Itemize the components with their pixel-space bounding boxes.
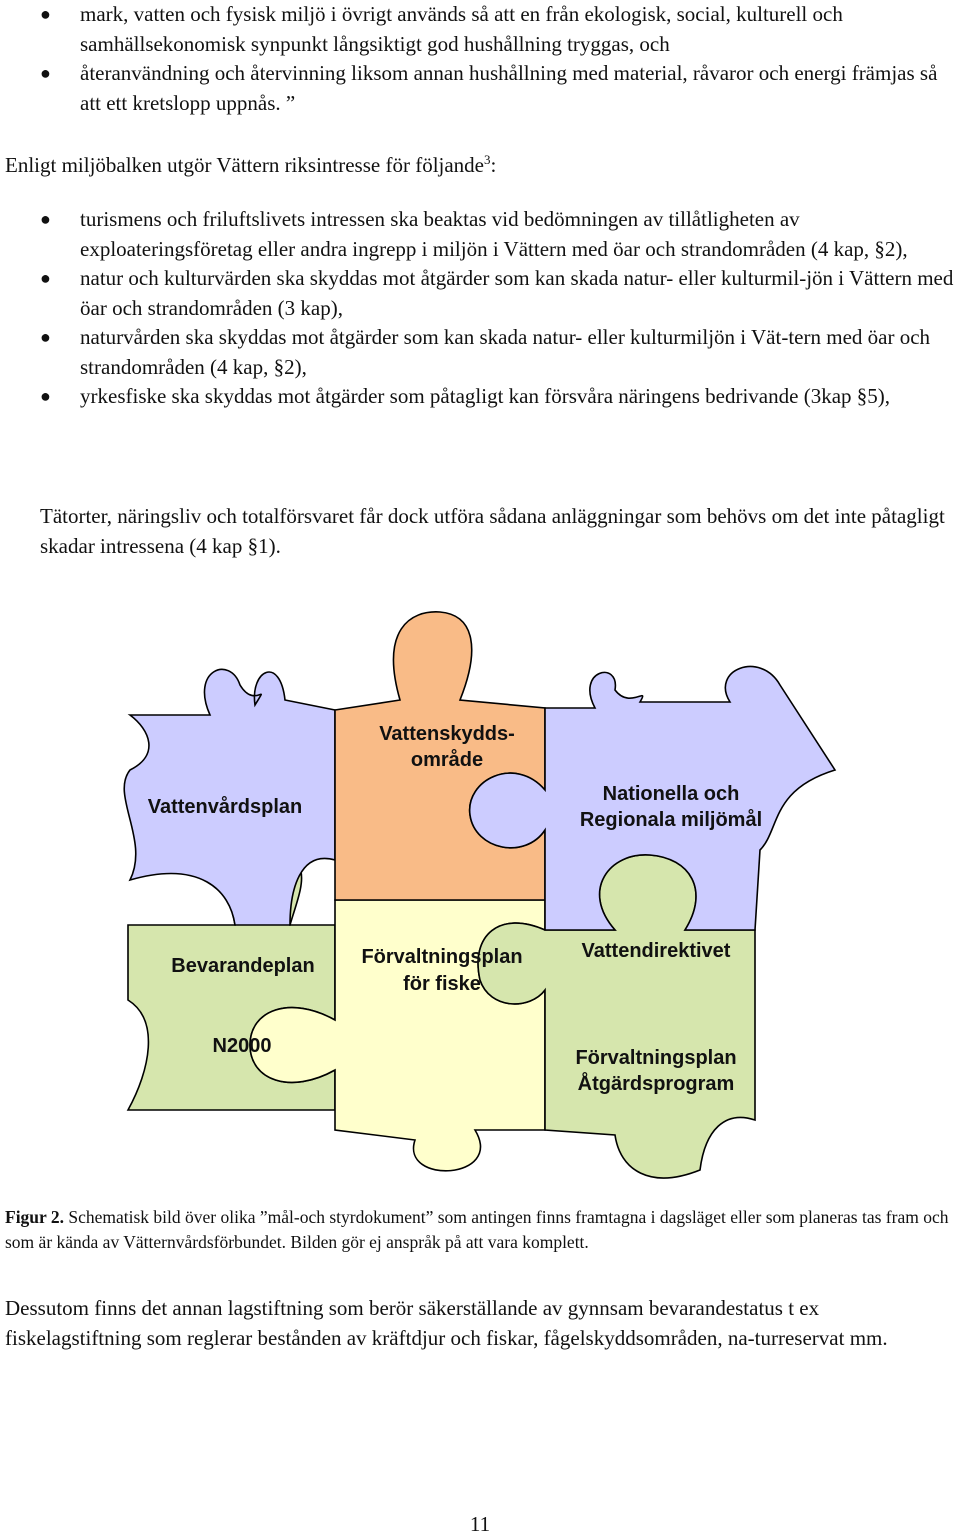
list-item: ● mark, vatten och fysisk miljö i övrigt används så att en från ekologisk, social, kulturell och samhällsekonomisk synpunkt långsiktigt god hushållning tryggas, och <box>40 2 843 56</box>
puzzle-label-vattendirektivet: Vattendirektivet <box>581 940 731 962</box>
page-number: 11 <box>469 1512 491 1536</box>
bullet-icon: ● <box>40 63 51 83</box>
list-item: ● naturvården ska skyddas mot åtgärder som kan skada natur- eller kulturmiljön i Vät-tern med öar och strandområden (4 kap, §2), <box>40 325 931 379</box>
puzzle-label-n2000: N2000 <box>212 1035 272 1057</box>
puzzle-label-bevarandeplan: Bevarandeplan <box>171 955 315 977</box>
list-item: ● återanvändning och återvinning liksom annan hushållning med material, råvaror och energi främjas så att ett kretslopp uppnås. ” <box>40 61 938 115</box>
bullet-icon: ● <box>40 4 51 24</box>
puzzle-label-vattenvardsplan: Vattenvårdsplan <box>147 796 303 818</box>
bullet-icon: ● <box>40 327 51 347</box>
puzzle-label-forvaltning-fiske-1: Förvaltningsplan <box>361 946 523 968</box>
puzzle-label-vattenskydd-2: område <box>410 749 484 771</box>
figure-caption <box>5 1205 960 1254</box>
footnote-ref[interactable]: 3 <box>484 152 491 167</box>
paragraph-tatorter: Tätorter, näringsliv och totalförsvaret får dock utföra sådana anläggningar som behövs om det inte påtagligt skadar intressena (4 kap §1). <box>40 504 945 558</box>
puzzle-figure <box>0 590 960 1190</box>
puzzle-label-forvaltning-fiske-2: för fiske <box>403 973 481 995</box>
intro-paragraph: Enligt miljöbalken utgör Vättern riksintresse för följande$^3$: <box>5 152 497 177</box>
caption-label: Figur 2. <box>5 1207 64 1227</box>
list-item: ● natur och kulturvärden ska skyddas mot åtgärder som kan skada natur- eller kulturmil-jön i Vättern med öar och strandområden (3 kap), <box>40 266 954 320</box>
puzzle-label-vattenskydd-1: Vattenskydds- <box>379 723 515 745</box>
interest-bullet-list <box>0 205 960 412</box>
puzzle-label-nationella-2: Regionala miljömål <box>579 809 763 831</box>
puzzle-label-nationella-1: Nationella och <box>602 783 740 805</box>
bullet-icon: ● <box>40 268 51 288</box>
top-bullet-list <box>0 0 960 118</box>
list-item: ● turismens och friluftslivets intressen ska beaktas vid bedömningen av tillåtligheten av exploateringsföretag eller andra ingrepp i miljön i Vättern med öar och strandområden (4 kap, §2), <box>40 207 908 261</box>
bullet-icon: ● <box>40 209 51 229</box>
list-item: ● yrkesfiske ska skyddas mot åtgärder som påtagligt kan försvåra näringens bedrivande (3kap §5), <box>0 382 960 412</box>
bullet-icon: ● <box>40 386 51 406</box>
caption-text: Schematisk bild över olika ”mål-och styrdokument” som antingen finns framtagna i dagsläget eller som planeras tas fram och som är kända av Vätternvårdsförbundet. Bilden gör ej anspråk på att vara komplett. <box>5 1207 949 1252</box>
paragraph-dessutom: Dessutom finns det annan lagstiftning som berör säkerställande av gynnsam bevarandestatus t ex fiskelagstiftning som reglerar bestånden av kräftdjur och fiskar, fågelskyddsområden, na-turreservat mm. <box>5 1296 888 1350</box>
puzzle-label-forvaltning-atgard-2: Åtgärdsprogram <box>577 1073 735 1095</box>
puzzle-label-forvaltning-atgard-1: Förvaltningsplan <box>575 1047 737 1069</box>
